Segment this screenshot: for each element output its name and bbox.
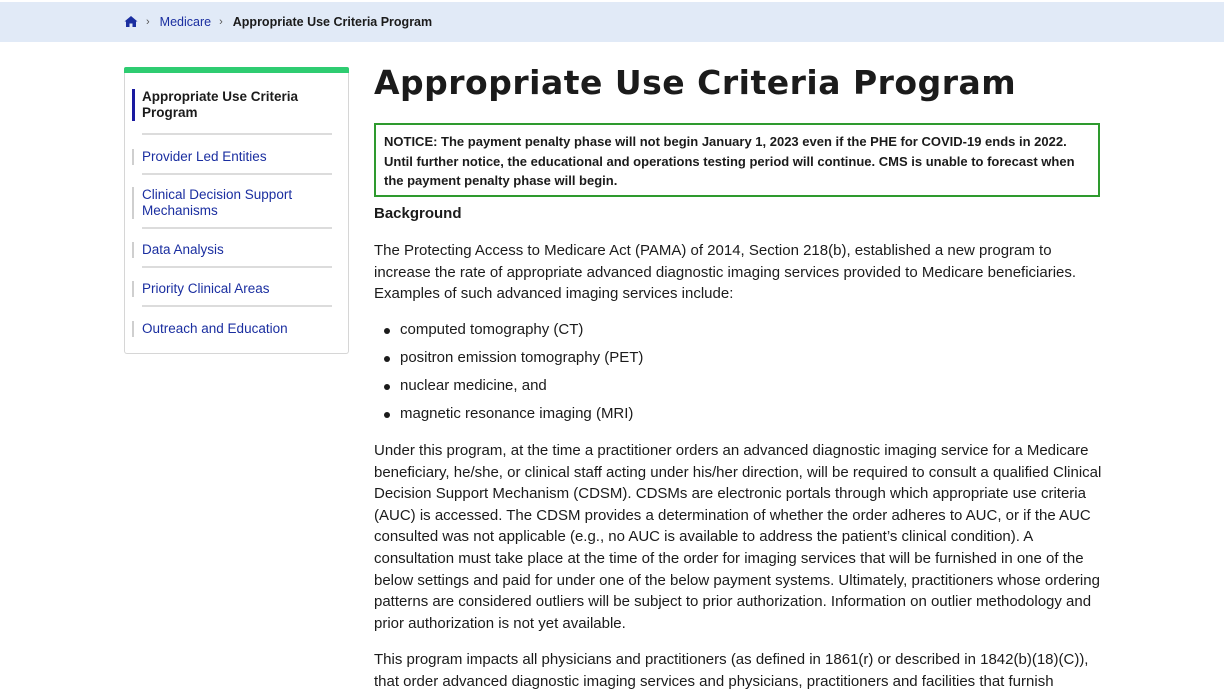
breadcrumb-bar [0, 2, 1224, 42]
list-item: positron emission tomography (PET) [374, 346, 643, 374]
breadcrumb-current: Appropriate Use Criteria Program [232, 15, 433, 29]
item-indicator [132, 242, 134, 258]
divider [142, 227, 332, 229]
sidenav-item-label[interactable]: Appropriate Use Criteria Program [142, 89, 299, 120]
chevron-right-icon: › [146, 16, 150, 28]
breadcrumb-medicare-link[interactable]: Medicare [159, 15, 212, 29]
sidenav-item-label[interactable]: Outreach and Education [142, 321, 288, 336]
divider [142, 173, 332, 175]
active-indicator [132, 89, 135, 121]
divider [142, 133, 332, 135]
sidenav-item-appropriate-use-criteria[interactable] [132, 89, 332, 121]
sidenav-item-priority-clinical-areas[interactable] [132, 281, 332, 297]
item-indicator [132, 149, 134, 165]
page-title: Appropriate Use Criteria Program [374, 63, 1017, 102]
divider [142, 305, 332, 307]
program-paragraph: Under this program, at the time a practitioner orders an advanced diagnostic imaging service for a Medicare beneficiary, he/she, or clinical staff acting under his/her direction, will be required to consult a qualified Clinical Decision Support Mechanism (CDSM). CDSMs are electronic portals through which appropriate use criteria (AUC) is accessed. The CDSM provides a determination of whether the order adheres to AUC, or if the AUC consulted was not applicable (e.g., no AUC is available to address the patient’s clinical condition). A consultation must take place at the time of the order for imaging services that will be furnished in one of the below settings and paid for under one of the below payment systems. Ultimately, practitioners whose ordering patterns are considered outliers will be subject to prior authorization. Information on outlier methodology and prior authorization is not yet available. [374, 442, 1102, 632]
item-indicator [132, 321, 134, 337]
item-indicator [132, 187, 134, 219]
sidenav-item-data-analysis[interactable] [132, 242, 332, 258]
notice-box: NOTICE: The payment penalty phase will not begin January 1, 2023 even if the PHE for COVID-19 ends in 2022. Until further notice, the educational and operations testing period will continue. CMS is unable to forecast when the payment penalty phase will begin. [374, 123, 1100, 197]
sidenav-item-label[interactable]: Clinical Decision Support Mechanisms [142, 187, 293, 218]
intro-paragraph: The Protecting Access to Medicare Act (PAMA) of 2014, Section 218(b), established a new program to increase the rate of appropriate advanced diagnostic imaging services provided to Medicare beneficiaries. Examples of such advanced imaging services include: [374, 242, 1077, 303]
home-icon[interactable] [124, 15, 138, 29]
chevron-right-icon: › [219, 16, 223, 28]
breadcrumb [124, 2, 432, 42]
list-item: computed tomography (CT) [374, 318, 643, 346]
imaging-services-list [374, 318, 643, 430]
impact-paragraph: This program impacts all physicians and practitioners (as defined in 1861(r) or described in 1842(b)(18)(C)), that order advanced diagnostic imaging services and physicians, practitioners and facilities that furnish [374, 651, 1089, 690]
sidenav-item-outreach-education[interactable] [132, 321, 332, 337]
background-heading: Background [374, 205, 462, 222]
sidenav-item-label[interactable]: Provider Led Entities [142, 149, 267, 164]
sidenav-item-label[interactable]: Data Analysis [142, 242, 224, 257]
sidenav-item-provider-led-entities[interactable] [132, 149, 332, 165]
sidenav-item-label[interactable]: Priority Clinical Areas [142, 281, 270, 296]
divider [142, 266, 332, 268]
item-indicator [132, 281, 134, 297]
sidenav-accent-bar [124, 67, 349, 73]
list-item: nuclear medicine, and [374, 374, 643, 402]
sidenav-item-clinical-decision-support[interactable] [132, 187, 332, 219]
side-navigation [124, 67, 349, 354]
list-item: magnetic resonance imaging (MRI) [374, 402, 643, 430]
